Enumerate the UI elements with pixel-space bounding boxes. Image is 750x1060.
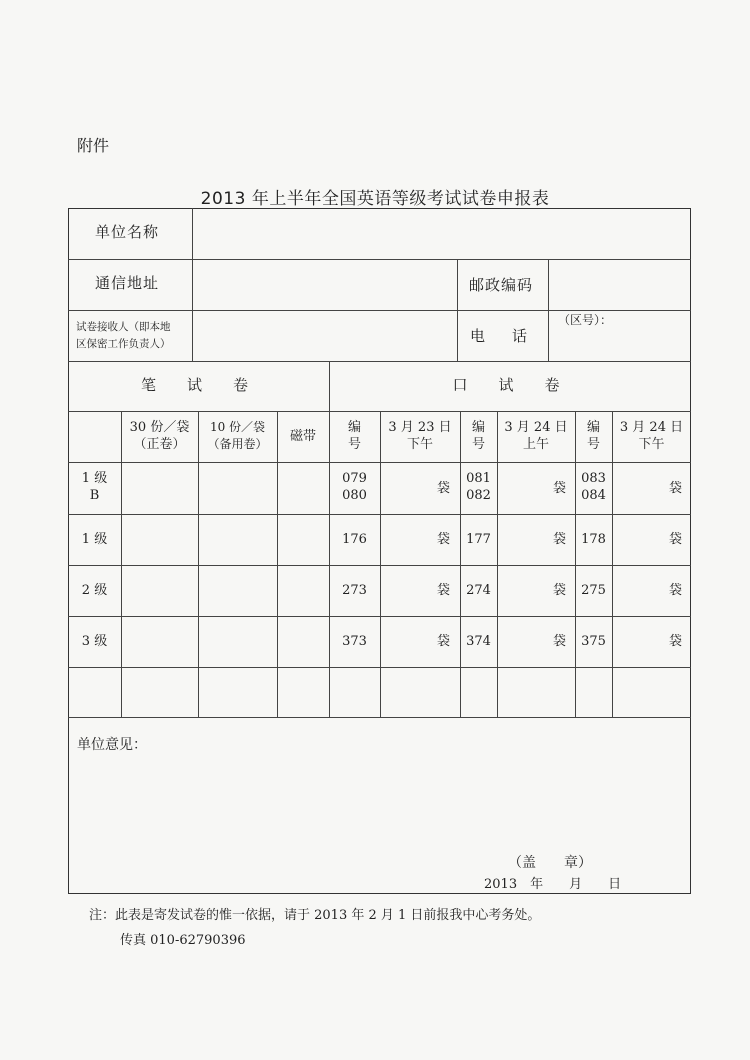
oral-number: 273 (342, 583, 367, 598)
receiver-label-line1: 试卷接收人（即本地 (76, 321, 171, 333)
date1-line1: 3 月 23 日 (388, 420, 452, 435)
oral-number: 080 (342, 488, 367, 503)
level-cell: 2 级 (81, 583, 108, 598)
level-cell (68, 470, 121, 504)
unit-name-label: 单位名称 (95, 223, 160, 241)
col-number-3 (575, 419, 612, 453)
col-divider (380, 411, 381, 717)
col-divider (277, 411, 278, 717)
col-divider (198, 411, 199, 717)
col-30-per-bag (121, 419, 198, 453)
oral-number: 375 (581, 634, 606, 649)
level-line1: 1 级 (81, 471, 108, 486)
num-line2: 号 (471, 437, 485, 452)
col-date-mar24-pm (612, 419, 691, 453)
bag-unit: 袋 (669, 583, 683, 598)
col-divider (497, 411, 498, 717)
col-30-line2: （正卷） (133, 437, 186, 452)
col-divider (192, 208, 193, 361)
bag-unit: 袋 (669, 481, 683, 496)
date3-line2: 下午 (638, 437, 665, 452)
num-line1: 编 (347, 420, 361, 435)
opinion-date: 2013 年 月 日 (484, 877, 622, 892)
oral-number: 079 (342, 471, 367, 486)
oral-number: 082 (466, 488, 491, 503)
level-cell: 1 级 (81, 532, 108, 547)
attachment-label: 附件 (77, 136, 110, 155)
oral-number: 178 (581, 532, 606, 547)
area-code-label: （区号）： (558, 313, 613, 327)
oral-number: 373 (342, 634, 367, 649)
col-10-line2: （备用卷） (207, 437, 268, 451)
address-label: 通信地址 (95, 274, 160, 292)
oral-number: 083 (581, 471, 606, 486)
receiver-label-line2: 区保密工作负责人） (76, 338, 171, 350)
date2-line2: 上午 (522, 437, 549, 452)
oral-number: 084 (581, 488, 606, 503)
bag-unit: 袋 (553, 481, 567, 496)
bag-unit: 袋 (437, 532, 451, 547)
oral-number: 275 (581, 583, 606, 598)
postcode-label: 邮政编码 (469, 276, 534, 294)
col-30-line1: 30 份／袋 (129, 420, 190, 435)
fax-number: 传真 010-62790396 (120, 933, 246, 948)
footer-note: 注：此表是寄发试卷的惟一依据，请于 2013 年 2 月 1 日前报我中心考务处。 (89, 908, 541, 923)
bag-unit: 袋 (669, 532, 683, 547)
date3-line1: 3 月 24 日 (619, 420, 684, 435)
oral-number: 177 (466, 532, 491, 547)
written-exam-header: 笔 试 卷 (140, 376, 256, 394)
bag-unit: 袋 (553, 634, 567, 649)
oral-number-cell (575, 470, 612, 504)
phone-label: 电 话 (470, 327, 534, 345)
date2-line1: 3 月 24 日 (504, 420, 568, 435)
bag-unit: 袋 (437, 634, 451, 649)
form-title: 2013 年上半年全国英语等级考试试卷申报表 (200, 189, 550, 209)
unit-opinion-label: 单位意见： (77, 737, 147, 753)
col-divider (121, 411, 122, 717)
oral-number: 081 (466, 471, 491, 486)
num-line1: 编 (471, 420, 485, 435)
row-divider (68, 310, 691, 311)
seal-label: （盖 章） (508, 855, 592, 871)
col-divider (575, 411, 576, 717)
num-line2: 号 (586, 437, 600, 452)
oral-number-cell (329, 470, 380, 504)
col-divider (548, 259, 549, 361)
col-number-2 (460, 419, 497, 453)
col-divider (457, 259, 458, 361)
col-date-mar23-pm (380, 419, 460, 453)
bag-unit: 袋 (437, 481, 451, 496)
bag-unit: 袋 (669, 634, 683, 649)
row-divider (68, 717, 691, 718)
oral-number: 274 (466, 583, 491, 598)
col-10-line1: 10 份／袋 (209, 420, 266, 434)
row-divider (68, 259, 691, 260)
date1-line2: 下午 (406, 437, 433, 452)
col-divider (460, 411, 461, 717)
bag-unit: 袋 (553, 532, 567, 547)
bag-unit: 袋 (437, 583, 451, 598)
oral-number-cell (460, 470, 497, 504)
row-divider (68, 361, 691, 362)
oral-exam-header: 口 试 卷 (452, 376, 568, 394)
col-tape: 磁带 (289, 429, 316, 444)
level-cell: 3 级 (81, 634, 108, 649)
col-date-mar24-am (497, 419, 575, 453)
oral-number: 374 (466, 634, 491, 649)
num-line1: 编 (586, 420, 600, 435)
level-line2: B (89, 488, 100, 503)
num-line2: 号 (347, 437, 361, 452)
col-divider (612, 411, 613, 717)
col-number-1 (329, 419, 380, 453)
oral-number: 176 (342, 532, 367, 547)
bag-unit: 袋 (553, 583, 567, 598)
col-10-per-bag (198, 419, 277, 453)
